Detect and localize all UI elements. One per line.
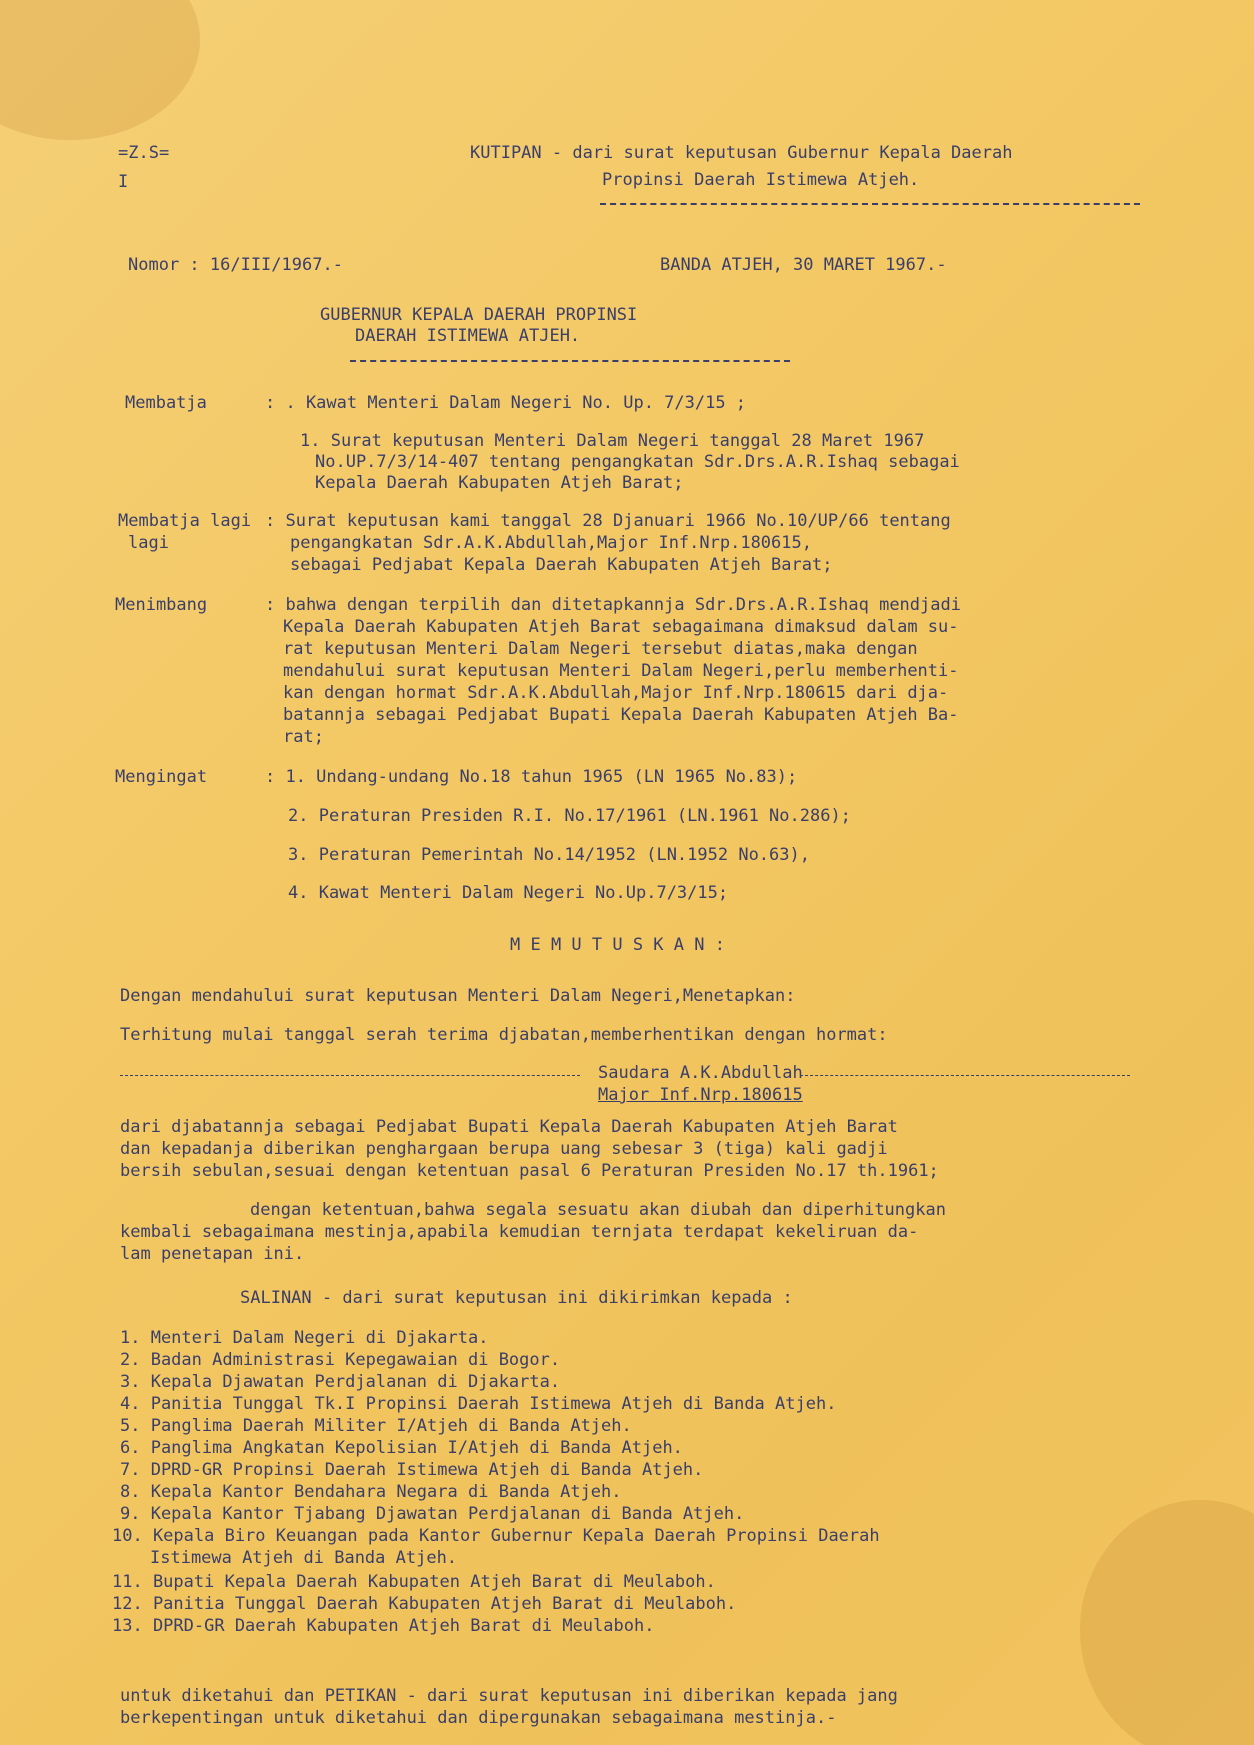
body-para4-line1: dengan ketentuan,bahwa segala sesuatu akan diubah dan diperhitungkan <box>250 1200 946 1220</box>
document-number: Nomor : 16/III/1967.- <box>128 255 343 275</box>
authority-title-line2: DAERAH ISTIMEWA ATJEH. <box>355 326 581 346</box>
footer-line1: untuk diketahui dan PETIKAN - dari surat keputusan ini diberikan kepada jang <box>120 1686 898 1706</box>
body-para2: Terhitung mulai tanggal serah terima djabatan,memberhentikan dengan hormat: <box>120 1025 888 1045</box>
person-name: Saudara A.K.Abdullah <box>598 1063 803 1083</box>
person-rank: Major Inf.Nrp.180615 <box>598 1085 803 1105</box>
body-para3-line3: bersih sebulan,sesuai dengan ketentuan pasal 6 Peraturan Presiden No.17 th.1961; <box>120 1161 939 1181</box>
menimbang-line1: : bahwa dengan terpilih dan ditetapkannja Sdr.Drs.A.R.Ishaq mendjadi <box>265 595 961 615</box>
membatja-item1-line1: 1. Surat keputusan Menteri Dalam Negeri tanggal 28 Maret 1967 <box>300 431 925 451</box>
mengingat-item1: : 1. Undang-undang No.18 tahun 1965 (LN 1965 No.83); <box>265 767 798 787</box>
distribution-item-continued: Istimewa Atjeh di Banda Atjeh. <box>150 1548 458 1568</box>
mengingat-item4: 4. Kawat Menteri Dalam Negeri No.Up.7/3/15; <box>288 883 729 903</box>
distribution-item: 5. Panglima Daerah Militer I/Atjeh di Banda Atjeh. <box>120 1416 632 1436</box>
distribution-item: 11. Bupati Kepala Daerah Kabupaten Atjeh Barat di Meulaboh. <box>112 1572 716 1592</box>
membatja-item1-line3: Kepala Daerah Kabupaten Atjeh Barat; <box>315 473 684 493</box>
membatja-item1-line2: No.UP.7/3/14-407 tentang pengangkatan Sdr.Drs.A.R.Ishaq sebagai <box>315 452 960 472</box>
footer-line2: berkepentingan untuk diketahui dan dipergunakan sebagaimana mestinja.- <box>120 1708 837 1728</box>
distribution-item: 8. Kepala Kantor Bendahara Negara di Banda Atjeh. <box>120 1482 622 1502</box>
header-underline <box>600 203 1140 205</box>
mengingat-item2: 2. Peraturan Presiden R.I. No.17/1961 (LN.1961 No.286); <box>288 806 851 826</box>
mengingat-item3: 3. Peraturan Pemerintah No.14/1952 (LN.1952 No.63), <box>288 845 810 865</box>
distribution-item: 13. DPRD-GR Daerah Kabupaten Atjeh Barat di Meulaboh. <box>112 1616 655 1636</box>
document-code-mark: I <box>118 172 129 192</box>
distribution-item: 6. Panglima Angkatan Kepolisian I/Atjeh di Banda Atjeh. <box>120 1438 683 1458</box>
body-para3-line2: dan kepadanja diberikan penghargaan berupa uang sebesar 3 (tiga) kali gadji <box>120 1139 888 1159</box>
name-right-dashes <box>800 1075 1130 1076</box>
kutipan-title-line2: Propinsi Daerah Istimewa Atjeh. <box>602 170 920 190</box>
paper-stain <box>1080 1500 1254 1745</box>
body-para3-line1: dari djabatannja sebagai Pedjabat Bupati Kepala Daerah Kabupaten Atjeh Barat <box>120 1117 898 1137</box>
membatja-lagi-label2: lagi <box>128 533 169 553</box>
menimbang-line6: batannja sebagai Pedjabat Bupati Kepala Daerah Kabupaten Atjeh Ba- <box>283 705 959 725</box>
menimbang-line3: rat keputusan Menteri Dalam Negeri tersebut diatas,maka dengan <box>283 639 918 659</box>
name-left-dashes <box>120 1075 580 1076</box>
distribution-item: 1. Menteri Dalam Negeri di Djakarta. <box>120 1328 489 1348</box>
place-date: BANDA ATJEH, 30 MARET 1967.- <box>660 255 947 275</box>
membatja-label: Membatja <box>125 393 207 413</box>
membatja-lagi-line1: : Surat keputusan kami tanggal 28 Djanuari 1966 No.10/UP/66 tentang <box>265 511 951 531</box>
document-code: =Z.S= <box>118 143 170 163</box>
paper-stain <box>0 0 200 140</box>
distribution-item: 2. Badan Administrasi Kepegawaian di Bogor. <box>120 1350 561 1370</box>
distribution-item: 12. Panitia Tunggal Daerah Kabupaten Atjeh Barat di Meulaboh. <box>112 1594 737 1614</box>
authority-title-line1: GUBERNUR KEPALA DAERAH PROPINSI <box>320 305 638 325</box>
authority-underline <box>350 360 790 362</box>
distribution-item: 3. Kepala Djawatan Perdjalanan di Djakarta. <box>120 1372 561 1392</box>
distribution-item: 7. DPRD-GR Propinsi Daerah Istimewa Atjeh di Banda Atjeh. <box>120 1460 704 1480</box>
membatja-lagi-line2: pengangkatan Sdr.A.K.Abdullah,Major Inf.Nrp.180615, <box>290 533 812 553</box>
body-para4-line2: kembali sebagaimana mestinja,apabila kemudian ternjata terdapat kekeliruan da- <box>120 1222 919 1242</box>
membatja-lagi-line3: sebagai Pedjabat Kepala Daerah Kabupaten Atjeh Barat; <box>290 555 833 575</box>
menimbang-line5: kan dengan hormat Sdr.A.K.Abdullah,Major Inf.Nrp.180615 dari dja- <box>283 683 949 703</box>
menimbang-label: Menimbang <box>115 595 208 615</box>
menimbang-line4: mendahului surat keputusan Menteri Dalam Negeri,perlu memberhenti- <box>283 661 959 681</box>
salinan-heading: SALINAN - dari surat keputusan ini dikirimkan kepada : <box>240 1288 793 1308</box>
distribution-item: 4. Panitia Tunggal Tk.I Propinsi Daerah Istimewa Atjeh di Banda Atjeh. <box>120 1394 837 1414</box>
mengingat-label: Mengingat <box>115 767 208 787</box>
menimbang-line2: Kepala Daerah Kabupaten Atjeh Barat sebagaimana dimaksud dalam su- <box>283 617 959 637</box>
membatja-lagi-label: Membatja lagi <box>118 511 252 531</box>
membatja-item0: : . Kawat Menteri Dalam Negeri No. Up. 7/3/15 ; <box>265 393 747 413</box>
menimbang-line7: rat; <box>283 727 324 747</box>
body-para1: Dengan mendahului surat keputusan Menteri Dalam Negeri,Menetapkan: <box>120 986 796 1006</box>
distribution-item: 10. Kepala Biro Keuangan pada Kantor Gubernur Kepala Daerah Propinsi Daerah <box>112 1526 880 1546</box>
kutipan-title-line1: KUTIPAN - dari surat keputusan Gubernur Kepala Daerah <box>470 143 1013 163</box>
body-para4-line3: lam penetapan ini. <box>120 1244 305 1264</box>
distribution-item: 9. Kepala Kantor Tjabang Djawatan Perdjalanan di Banda Atjeh. <box>120 1504 745 1524</box>
memutuskan-heading: M E M U T U S K A N : <box>510 935 725 955</box>
